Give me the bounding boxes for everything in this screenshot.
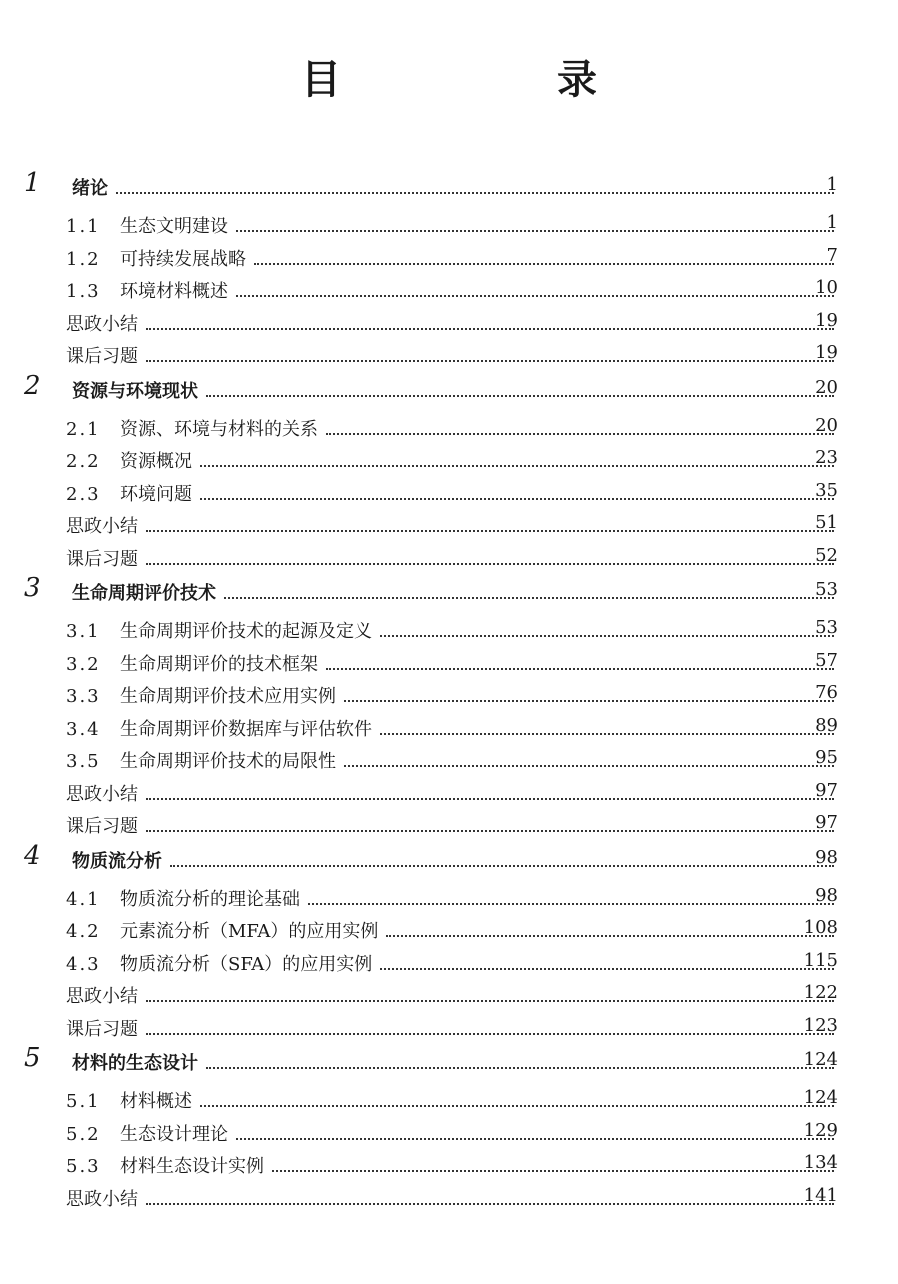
chapter-title: 材料的生态设计 [72,1053,198,1074]
chapter-number: 4 [24,840,41,871]
section-number: 1.1 [66,216,101,237]
section-number: 2.3 [66,483,101,505]
entry-label [66,212,838,238]
entry-label [66,950,838,976]
toc-entry-row[interactable] [0,338,898,371]
page-number: 98 [815,846,838,868]
page-number: 124 [803,1087,838,1108]
entry-title: 思政小结 [66,783,138,805]
toc-entry-row[interactable] [0,946,898,979]
entry-title: 生态文明建设 [120,216,228,237]
page-number: 35 [815,479,838,501]
entry-title: 课后习题 [66,816,138,837]
entry-title: 思政小结 [66,1188,138,1210]
toc-entry-row[interactable] [0,273,898,306]
page-number: 97 [815,779,838,801]
dot-leader [200,1105,834,1107]
section-number: 3.1 [66,621,101,642]
entry-label [66,715,838,741]
entry-title: 课后习题 [66,346,138,367]
entry-title: 元素流分析（MFA）的应用实例 [120,921,379,942]
dot-leader [146,1000,834,1002]
dot-leader [146,530,834,532]
entry-title: 物质流分析的理论基础 [120,888,300,910]
table-of-contents [0,168,898,1213]
entry-label [66,1087,838,1113]
dot-leader [224,597,834,599]
entry-title: 生命周期评价的技术框架 [120,653,318,675]
entry-title: 资源、环境与材料的关系 [120,418,318,440]
toc-entry-row[interactable] [0,1148,898,1181]
chapter-number: 5 [24,1043,41,1073]
section-number: 1.3 [66,281,101,302]
toc-entry-row[interactable] [0,208,898,241]
chapter-title: 绪论 [72,178,108,199]
entry-label [66,917,838,943]
entry-title: 课后习题 [66,548,138,570]
section-number: 3.3 [66,686,101,707]
page-title: 目 录 [301,56,685,103]
entry-label [66,1120,838,1146]
toc-entry-row[interactable] [0,443,898,476]
dot-leader [146,1203,834,1205]
toc-chapter-row[interactable] [0,573,898,613]
entry-label [66,245,838,271]
entry-label [66,277,838,303]
dot-leader [326,668,834,670]
page-number: 95 [815,747,838,768]
section-number: 1.2 [66,248,101,270]
page-number: 19 [815,309,838,331]
entry-label [66,342,838,368]
entry-title: 生命周期评价技术的起源及定义 [120,621,372,642]
entry-label [66,650,838,676]
entry-title: 思政小结 [66,516,138,537]
section-number: 2.2 [66,451,101,472]
toc-entry-row[interactable] [0,1011,898,1044]
toc-entry-row[interactable] [0,743,898,776]
entry-label [66,617,838,643]
dot-leader [146,360,834,362]
entry-label [66,512,838,538]
entry-title: 生命周期评价数据库与评估软件 [120,718,372,740]
toc-entry-row[interactable] [0,508,898,541]
chapter-label [72,174,838,200]
section-number: 3.5 [66,751,101,772]
entry-label [66,310,838,336]
toc-chapter-row[interactable] [0,371,898,411]
page-number: 23 [815,447,838,468]
page-number: 20 [815,376,838,398]
entry-title: 生态设计理论 [120,1123,228,1145]
toc-entry-row[interactable] [0,881,898,914]
entry-label [66,1015,838,1041]
section-number: 4.3 [66,953,101,975]
toc-entry-row[interactable] [0,913,898,946]
entry-title: 环境问题 [120,483,192,505]
entry-label [66,480,838,506]
toc-chapter-row[interactable] [0,841,898,881]
page-number: 51 [815,512,838,533]
chapter-title: 生命周期评价技术 [72,583,216,604]
section-number: 4.2 [66,921,101,942]
section-number: 5.3 [66,1156,101,1177]
dot-leader [170,865,834,867]
page-number: 52 [815,544,838,566]
entry-title: 环境材料概述 [120,281,228,302]
toc-entry-row[interactable] [0,1083,898,1116]
toc-entry-row[interactable] [0,306,898,339]
toc-entry-row[interactable] [0,808,898,841]
section-number: 5.1 [66,1091,101,1112]
toc-entry-row[interactable] [0,476,898,509]
toc-entry-row[interactable] [0,411,898,444]
page-number: 122 [803,982,838,1003]
entry-label [66,1185,838,1211]
entry-title: 物质流分析（SFA）的应用实例 [120,953,373,975]
dot-leader [236,230,834,232]
page-number: 115 [803,949,838,971]
dot-leader [200,498,834,500]
entry-label [66,1152,838,1178]
entry-label [66,982,838,1008]
entry-label [66,812,838,838]
page-number: 53 [815,579,838,600]
entry-label [66,545,838,571]
page-number: 108 [803,917,838,938]
page-number: 76 [815,682,838,703]
page-number: 20 [815,414,838,436]
entry-title: 材料生态设计实例 [120,1156,264,1177]
entry-label [66,885,838,911]
dot-leader [380,733,834,735]
section-number: 5.2 [66,1123,101,1145]
page-number: 7 [826,244,838,266]
dot-leader [146,1033,834,1035]
entry-title: 生命周期评价技术应用实例 [120,686,336,707]
dot-leader [206,395,834,397]
section-number: 4.1 [66,888,101,910]
dot-leader [380,968,834,970]
page-number: 10 [815,277,838,298]
entry-title: 资源概况 [120,451,192,472]
page-number: 124 [803,1049,838,1070]
page-number: 89 [815,714,838,736]
page-number: 1 [826,212,838,233]
dot-leader [386,935,834,937]
page-number: 141 [803,1184,838,1206]
toc-entry-row[interactable] [0,241,898,274]
entry-title: 课后习题 [66,1018,138,1040]
page-number: 97 [815,812,838,833]
toc-chapter-row[interactable] [0,1043,898,1083]
dot-leader [146,563,834,565]
chapter-title: 物质流分析 [72,850,162,872]
entry-label [66,747,838,773]
chapter-label [72,1049,838,1075]
page-number: 129 [803,1119,838,1141]
dot-leader [146,830,834,832]
dot-leader [344,765,834,767]
page-number: 98 [815,884,838,906]
toc-entry-row[interactable] [0,776,898,809]
toc-entry-row[interactable] [0,978,898,1011]
page-number: 57 [815,649,838,671]
toc-entry-row[interactable] [0,678,898,711]
toc-entry-row[interactable] [0,646,898,679]
entry-title: 思政小结 [66,986,138,1007]
dot-leader [254,263,834,265]
chapter-number: 1 [24,168,41,198]
toc-entry-row[interactable] [0,711,898,744]
chapter-number: 2 [24,370,41,401]
entry-label [66,447,838,473]
section-number: 3.2 [66,653,101,675]
entry-label [66,780,838,806]
toc-chapter-row[interactable] [0,168,898,208]
page-number: 134 [803,1152,838,1173]
dot-leader [116,192,834,194]
section-number: 2.1 [66,418,101,440]
page-number: 1 [826,174,838,195]
dot-leader [236,295,834,297]
entry-title: 生命周期评价技术的局限性 [120,751,336,772]
entry-label [66,415,838,441]
chapter-title: 资源与环境现状 [72,380,198,402]
dot-leader [236,1138,834,1140]
dot-leader [308,903,834,905]
section-number: 3.4 [66,718,101,740]
dot-leader [146,328,834,330]
page-number: 19 [815,342,838,363]
entry-title: 材料概述 [120,1091,192,1112]
page-number: 123 [803,1014,838,1036]
page-number: 53 [815,617,838,638]
chapter-label [72,579,838,605]
toc-entry-row[interactable] [0,1181,898,1214]
chapter-label [72,847,838,873]
entry-title: 可持续发展战略 [120,248,246,270]
dot-leader [146,798,834,800]
toc-entry-row[interactable] [0,613,898,646]
chapter-label [72,377,838,403]
entry-label [66,682,838,708]
dot-leader [272,1170,834,1172]
dot-leader [200,465,834,467]
dot-leader [326,433,834,435]
dot-leader [380,635,834,637]
entry-title: 思政小结 [66,313,138,335]
dot-leader [206,1067,834,1069]
toc-entry-row[interactable] [0,1116,898,1149]
toc-entry-row[interactable] [0,541,898,574]
dot-leader [344,700,834,702]
chapter-number: 3 [24,573,41,603]
